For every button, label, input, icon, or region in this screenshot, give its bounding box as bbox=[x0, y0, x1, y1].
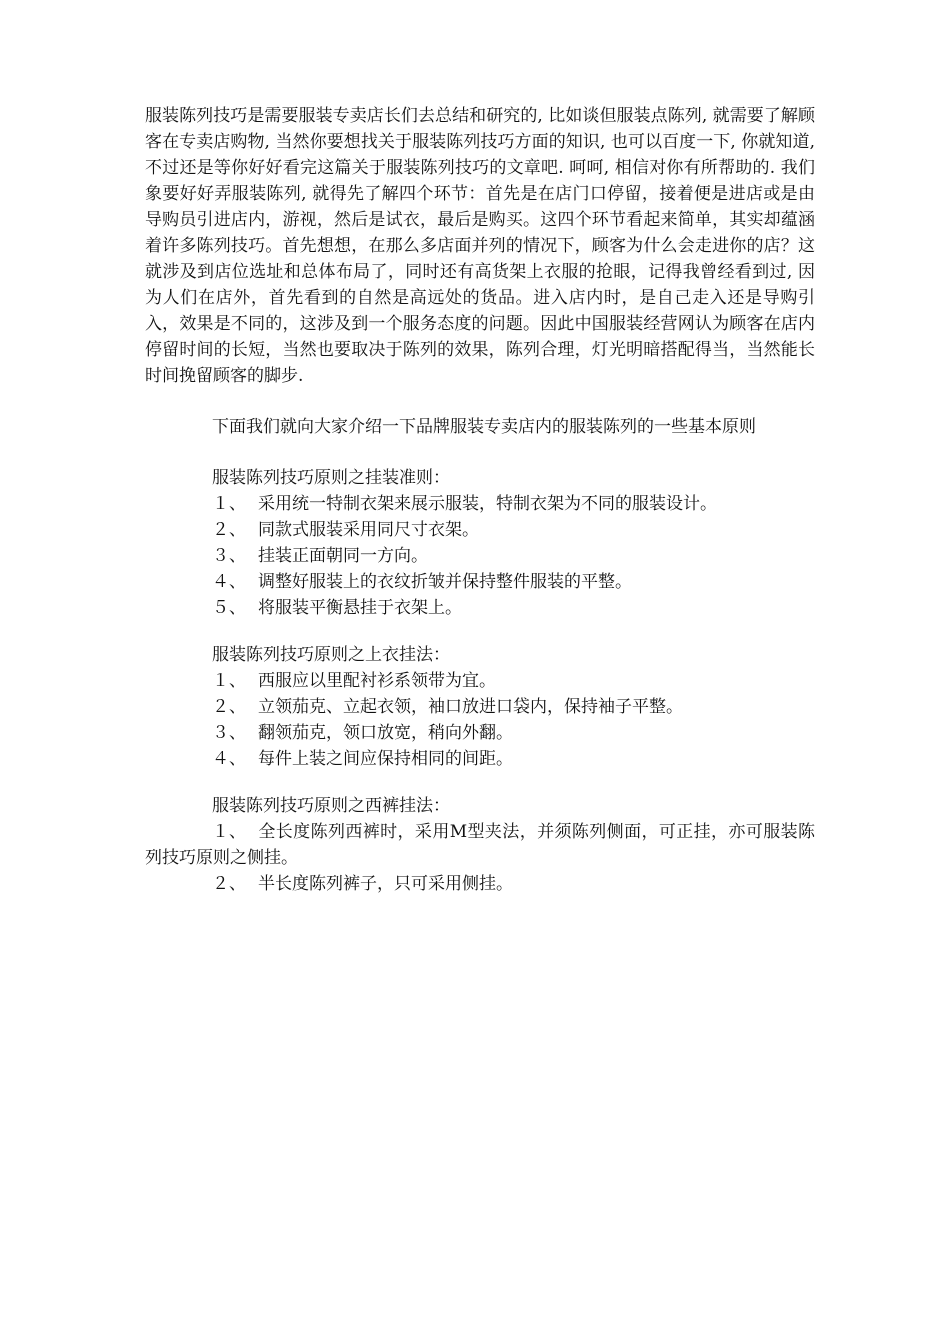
intro-paragraph: 服装陈列技巧是需要服装专卖店长们去总结和研究的, 比如谈但服装点陈列, 就需要了解顾客在专卖店购物, 当然你要想找关于服装陈列技巧方面的知识, 也可以百度一下, 你就知道, 不过还是等你好好看完这篇关于服装陈列技巧的文章吧. 呵呵, 相信对你有所帮助的. 我们象要好好弄服装陈列, 就得先了解四个环节：首先是在店门口停留，接着便是进店或是由导购员引进店内，游视，然后是试衣，最后是购买。这四个环节看起来简单，其实却蕴涵着许多陈列技巧。首先想想，在那么多店面并列的情况下，顾客为什么会走进你的店？这就涉及到店位选址和总体布局了，同时还有高货架上衣服的抢眼，记得我曾经看到过, 因为人们在店外，首先看到的自然是高远处的货品。进入店内时，是自己走入还是导购引入，效果是不同的，这涉及到一个服务态度的问题。因此中国服装经营网认为顾客在店内停留时间的长短，当然也要取决于陈列的效果，陈列合理，灯光明暗搭配得当，当然能长时间挽留顾客的脚步. bbox=[145, 106, 815, 386]
list-item bbox=[145, 543, 815, 569]
list-item bbox=[145, 871, 815, 897]
item-text: 半长度陈列裤子，只可采用侧挂。 bbox=[258, 874, 513, 894]
list-item bbox=[145, 595, 815, 621]
section-heading-trousers-hanging: 服装陈列技巧原则之西裤挂法： bbox=[212, 796, 450, 816]
list-item bbox=[145, 720, 815, 746]
list-item bbox=[145, 819, 815, 871]
item-number: ２、 bbox=[212, 697, 246, 717]
item-text: 翻领茄克，领口放宽，稍向外翻。 bbox=[258, 723, 513, 743]
item-text: 同款式服装采用同尺寸衣架。 bbox=[258, 520, 479, 540]
item-number: １、 bbox=[212, 494, 246, 514]
item-number: ４、 bbox=[212, 749, 246, 769]
item-number: ３、 bbox=[212, 546, 246, 566]
item-text: 挂装正面朝同一方向。 bbox=[258, 546, 428, 566]
item-number: １、 bbox=[212, 671, 246, 691]
item-number: ３、 bbox=[212, 723, 246, 743]
item-text: 将服装平衡悬挂于衣架上。 bbox=[258, 598, 462, 618]
document-page bbox=[145, 103, 815, 897]
list-item bbox=[145, 491, 815, 517]
item-number: ２、 bbox=[212, 874, 246, 894]
item-text: 每件上装之间应保持相同的间距。 bbox=[258, 749, 513, 769]
section-heading-hanging-rules: 服装陈列技巧原则之挂装准则： bbox=[212, 468, 450, 488]
item-text: 全长度陈列西裤时，采用M型夹法，并须陈列侧面，可正挂，亦可服装陈列技巧原则之侧挂。 bbox=[145, 822, 815, 868]
section-heading-top-hanging: 服装陈列技巧原则之上衣挂法： bbox=[212, 645, 450, 665]
item-number: ２、 bbox=[212, 520, 246, 540]
list-item bbox=[145, 746, 815, 772]
item-text: 立领茄克、立起衣领，袖口放进口袋内，保持袖子平整。 bbox=[258, 697, 683, 717]
item-text: 西服应以里配衬衫系领带为宜。 bbox=[258, 671, 496, 691]
item-number: ５、 bbox=[212, 598, 246, 618]
item-text: 调整好服装上的衣纹折皱并保持整件服装的平整。 bbox=[258, 572, 632, 592]
lead-paragraph: 下面我们就向大家介绍一下品牌服装专卖店内的服装陈列的一些基本原则 bbox=[212, 417, 756, 437]
item-text: 采用统一特制衣架来展示服装，特制衣架为不同的服装设计。 bbox=[258, 494, 717, 514]
item-number: １、 bbox=[212, 822, 246, 842]
list-item bbox=[145, 694, 815, 720]
list-item bbox=[145, 569, 815, 595]
list-item bbox=[145, 517, 815, 543]
item-number: ４、 bbox=[212, 572, 246, 592]
list-item bbox=[145, 668, 815, 694]
